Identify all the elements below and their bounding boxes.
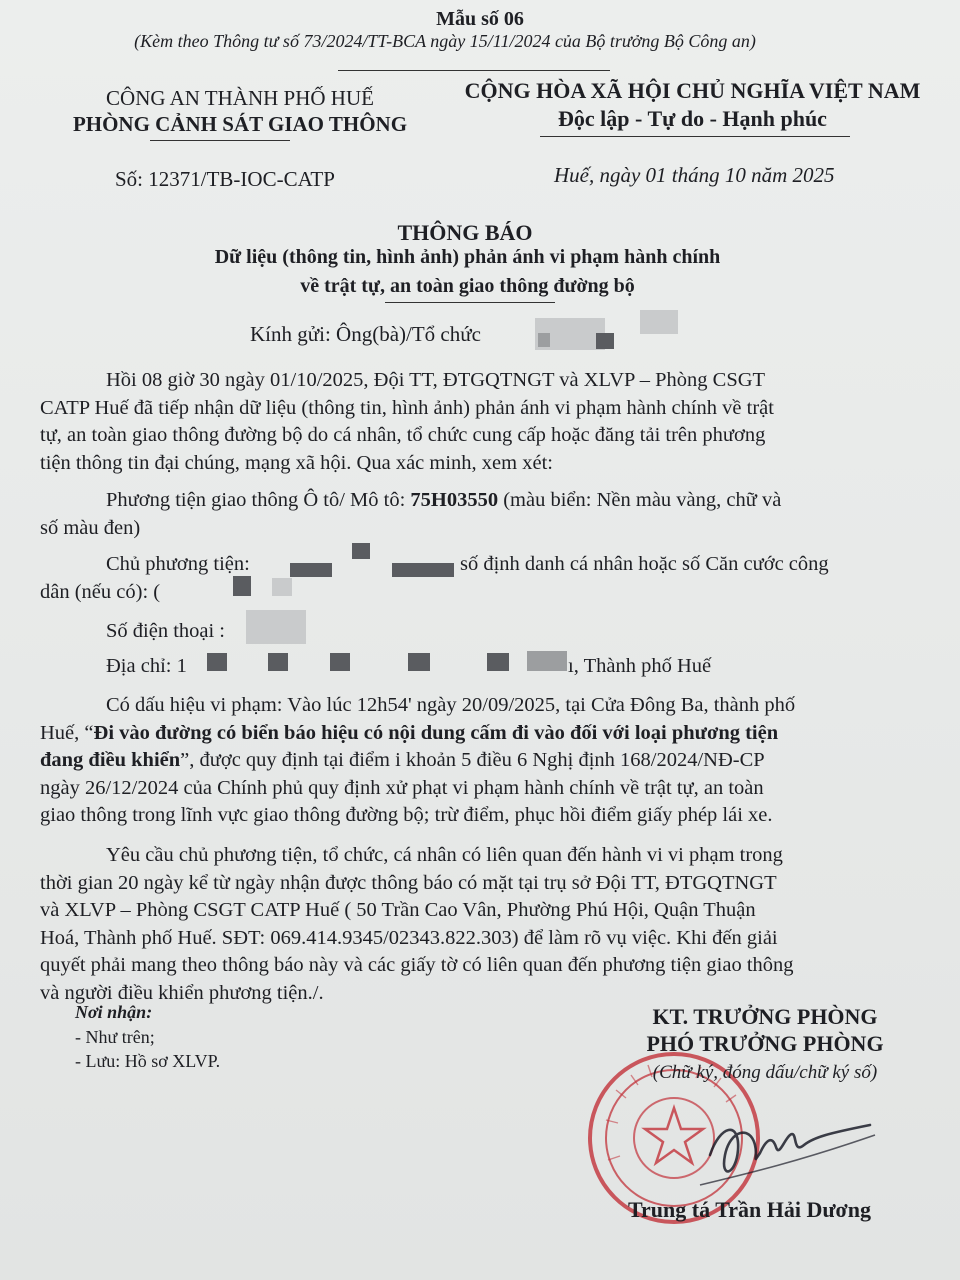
department-name: PHÒNG CẢNH SÁT GIAO THÔNG (72, 112, 408, 136)
divider (385, 302, 555, 303)
phone-label: Số điện thoại : (106, 620, 226, 642)
request-paragraph (40, 842, 900, 1007)
text-line: và XLVP – Phòng CSGT CATP Huế ( 50 Trần Cao Vân, Phường Phú Hội, Quận Thuận (40, 899, 756, 921)
violation-description: Đi vào đường có biển báo hiệu có nội dung cấm đi vào đối với loại phương tiện (93, 721, 779, 744)
text-line: và người điều khiển phương tiện./. (40, 981, 324, 1004)
recipient-item: - Như trên; (75, 1027, 155, 1047)
violation-description: đang điều khiển (40, 749, 181, 771)
national-motto: Độc lập - Tự do - Hạnh phúc (558, 106, 827, 131)
owner-id-text: số định danh cá nhân hoặc số Căn cước công (460, 553, 829, 575)
signature-title: KT. TRƯỞNG PHÒNG (652, 1004, 878, 1029)
redacted-block (290, 563, 332, 577)
addressee-label: Kính gửi: Ông(bà)/Tổ chức (250, 322, 481, 346)
text-line: quyết phải mang theo thông báo này và các giấy tờ có liên quan đến phương tiện giao thông (40, 954, 794, 976)
redacted-block (268, 653, 288, 671)
text-line: CATP Huế đã tiếp nhận dữ liệu (thông tin, hình ảnh) phản ánh vi phạm hành chính về trật (40, 396, 774, 419)
national-title: CỘNG HÒA XÃ HỘI CHỦ NGHĨA VIỆT NAM (464, 78, 921, 103)
text-line: ngày 26/12/2024 của Chính phủ quy định xử phạt vi phạm hành chính về trật tự, an toàn (40, 776, 764, 799)
redacted-block (640, 310, 678, 334)
recipients-heading: Nơi nhận: (75, 1002, 153, 1022)
divider (540, 136, 850, 137)
text-line: tự, an toàn giao thông đường bộ do cá nhân, tổ chức cung cấp hoặc đăng tải trên phương (40, 424, 766, 446)
document-number: Số: 12371/TB-IOC-CATP (115, 167, 335, 191)
handwritten-signature-icon (680, 1095, 880, 1205)
redacted-block (408, 653, 430, 671)
redacted-block (246, 610, 306, 644)
text-line: Hồi 08 giờ 30 ngày 01/10/2025, Đội TT, ĐTGQTNGT và XLVP – Phòng CSGT (106, 369, 766, 391)
violation-paragraph (40, 692, 900, 830)
redacted-block (596, 333, 614, 349)
vehicle-line (106, 489, 781, 512)
form-reference: (Kèm theo Thông tư số 73/2024/TT-BCA ngày 15/11/2024 của Bộ trưởng Bộ Công an) (134, 31, 756, 51)
text-line: Hoá, Thành phố Huế. SĐT: 069.414.9345/02343.822.303) để làm rõ vụ việc. Khi đến giải (40, 926, 778, 949)
divider (338, 70, 610, 71)
document-title: THÔNG BÁO (397, 220, 533, 245)
divider (150, 140, 290, 141)
plate-color-cont: số màu đen) (40, 517, 141, 539)
text-line: Yêu cầu chủ phương tiện, tổ chức, cá nhân có liên quan đến hành vi vi phạm trong (106, 844, 783, 866)
address-city: ı, Thành phố Huế (568, 655, 712, 677)
license-plate: 75H03550 (410, 489, 499, 511)
owner-id-text: dân (nếu có): ( (40, 581, 161, 603)
document-subtitle: Dữ liệu (thông tin, hình ảnh) phản ánh vi phạm hành chính (214, 246, 721, 268)
document-subtitle: về trật tự, an toàn giao thông đường bộ (300, 275, 635, 297)
form-number: Mẫu số 06 (436, 8, 524, 30)
signature-note: (Chữ ký, đóng dấu/chữ ký số) (652, 1062, 878, 1083)
redacted-block (352, 543, 370, 559)
redacted-block (527, 651, 567, 671)
text-line: Có dấu hiệu vi phạm: Vào lúc 12h54' ngày 20/09/2025, tại Cửa Đông Ba, thành phố (106, 694, 796, 716)
signature-position: PHÓ TRƯỞNG PHÒNG (646, 1031, 884, 1056)
text-line: tiện thông tin đại chúng, mạng xã hội. Qua xác minh, xem xét: (40, 451, 553, 474)
redacted-block (233, 576, 251, 596)
text-fragment: Huế, “ (40, 721, 94, 744)
redacted-block (207, 653, 227, 671)
text-line: giao thông trong lĩnh vực giao thông đường bộ; trừ điểm, phục hồi điểm giấy phép lái xe. (40, 804, 773, 826)
vehicle-label: Phương tiện giao thông Ô tô/ Mô tô: (106, 489, 406, 511)
address-label: Địa chỉ: 1 (106, 655, 187, 677)
redacted-block (272, 578, 292, 596)
place-date: Huế, ngày 01 tháng 10 năm 2025 (554, 163, 835, 187)
redacted-block (392, 563, 454, 577)
redacted-block (538, 333, 550, 347)
signer-name: Trung tá Trần Hải Dương (628, 1197, 871, 1222)
agency-name: CÔNG AN THÀNH PHỐ HUẾ (106, 86, 374, 110)
intro-paragraph (40, 367, 900, 477)
text-line: thời gian 20 ngày kể từ ngày nhận được thông báo có mặt tại trụ sở Đội TT, ĐTGQTNGT (40, 871, 777, 894)
text-fragment: ”, được quy định tại điểm i khoản 5 điều 6 Nghị định 168/2024/NĐ-CP (180, 749, 765, 771)
redacted-block (487, 653, 509, 671)
owner-label: Chủ phương tiện: (106, 553, 250, 575)
plate-color: (màu biển: Nền màu vàng, chữ và (503, 489, 782, 511)
recipient-item: - Lưu: Hồ sơ XLVP. (75, 1051, 221, 1071)
redacted-block (330, 653, 350, 671)
